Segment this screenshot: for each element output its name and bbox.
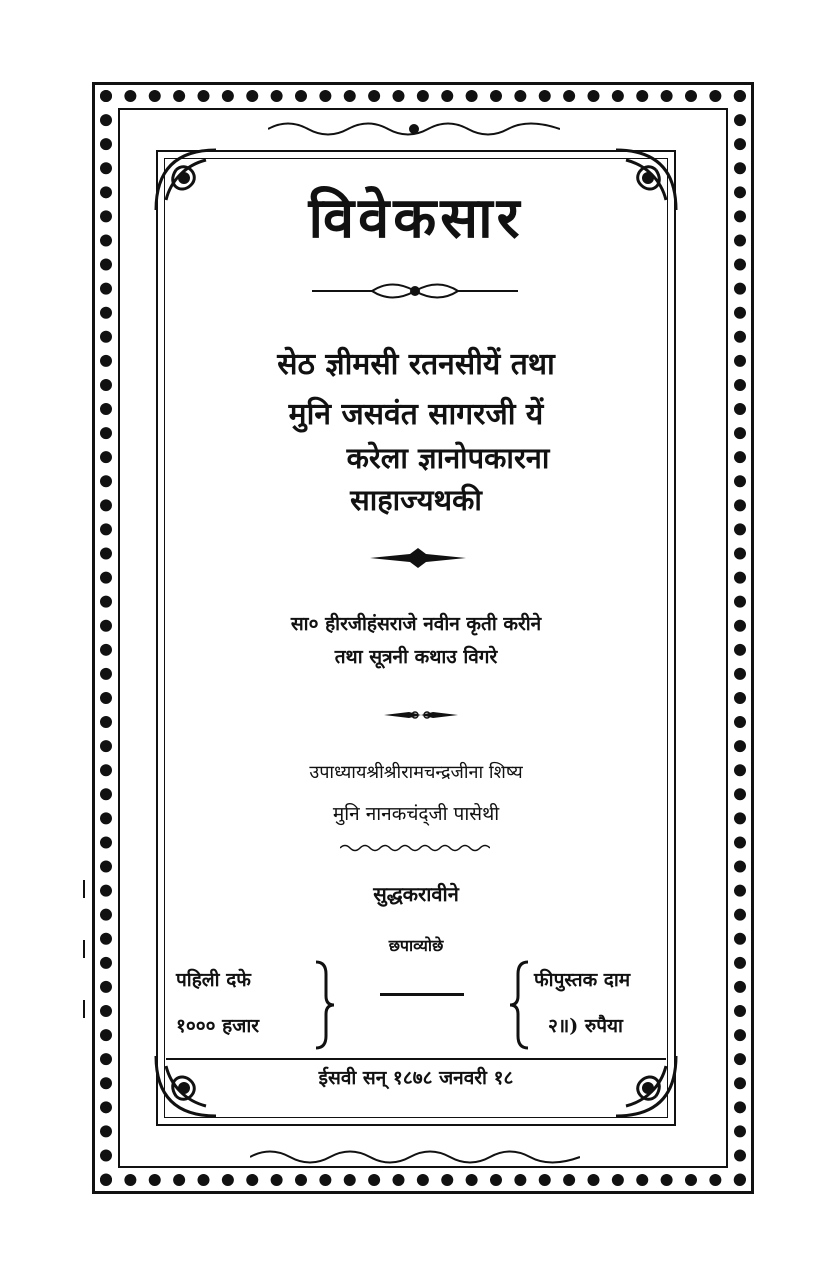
sponsor-line-1: सेठ ज्ञीमसी रतनसीयें तथा xyxy=(277,347,555,382)
sponsor-line-2: मुनि जसवंत सागरजी यें xyxy=(288,397,544,432)
printed-line: छपाव्योछे xyxy=(388,936,444,955)
publication-date: ईसवी सन् १८७८ जनवरी १८ xyxy=(318,1067,514,1089)
sponsor-line-4: साहाज्यथकी xyxy=(350,483,482,517)
margin-marks xyxy=(78,880,90,1020)
editor-line-1: उपाध्यायश्रीश्रीरामचन्द्रजीना शिष्य xyxy=(309,762,523,783)
top-ornament-strip xyxy=(268,118,560,140)
bottom-ornament-strip xyxy=(250,1146,580,1168)
price-label: फीपुस्तक दाम xyxy=(534,969,631,991)
section-divider-ornament xyxy=(370,548,466,568)
section-divider-ornament xyxy=(384,706,458,724)
correction-line: सुद्धकरावीने xyxy=(373,882,459,906)
price-value: २॥) रुपैया xyxy=(548,1015,623,1037)
author-line-2: तथा सूत्रनी कथाउ विगरे xyxy=(334,646,498,668)
editor-line-2: मुनि नानकचंद्जी पासेथी xyxy=(332,803,500,825)
center-rule xyxy=(380,993,464,996)
copies-label: १००० हजार xyxy=(176,1015,260,1037)
left-brace-icon xyxy=(506,960,532,1050)
author-line-1: सा० हीरजीहंसराजे नवीन कृती करीने xyxy=(290,613,542,635)
edition-label: पहिली दफे xyxy=(176,969,251,991)
sponsor-line-3: करेला ज्ञानोपकारना xyxy=(346,441,550,475)
book-title: विवेकसार xyxy=(308,185,524,251)
right-brace-icon xyxy=(312,960,338,1050)
wavy-divider xyxy=(340,843,490,853)
title-divider-ornament xyxy=(312,278,518,304)
footer-rule xyxy=(166,1058,666,1060)
